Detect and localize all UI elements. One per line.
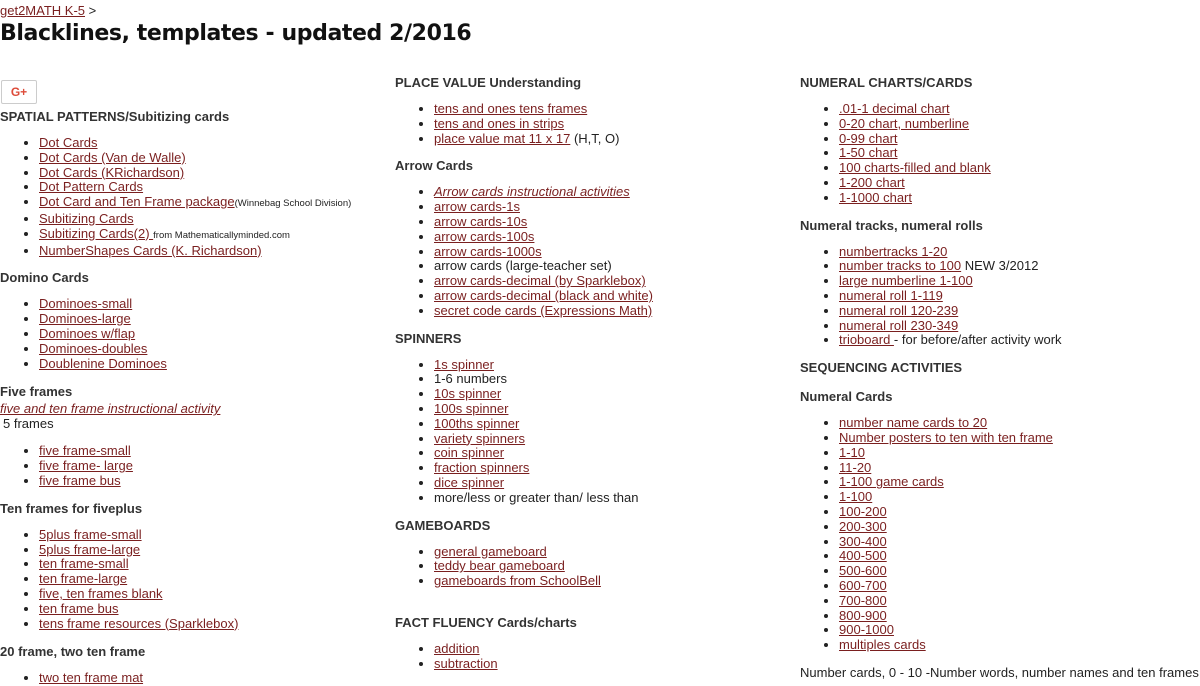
- link-addition[interactable]: addition: [434, 640, 480, 656]
- list-item: [434, 642, 795, 657]
- list-item: [39, 195, 390, 212]
- section-heading-spatial: SPATIAL PATTERNS/Subitizing cards: [0, 109, 230, 124]
- link-5plus-frame-small[interactable]: 5plus frame-small: [39, 526, 142, 542]
- list-item: [839, 579, 1200, 594]
- five-ten-activity-row: [0, 401, 390, 416]
- section-heading-numeral-tracks: Numeral tracks, numeral rolls: [800, 217, 983, 233]
- list-item: [434, 461, 795, 476]
- list-place-value: [395, 102, 795, 146]
- link-dot-cards[interactable]: Dot Cards: [39, 135, 98, 150]
- list-item: [39, 602, 390, 617]
- link-10s-spinner[interactable]: 10s spinner: [434, 386, 502, 402]
- list-item: [39, 136, 390, 151]
- list-item: [39, 528, 390, 543]
- list-item: [434, 545, 795, 560]
- list-item: [39, 617, 390, 632]
- link-numeral-roll-120-239[interactable]: numeral roll 120-239: [839, 302, 959, 318]
- text-1-6-numbers: 1-6 numbers: [434, 371, 507, 387]
- link-500-600[interactable]: 500-600: [839, 563, 887, 579]
- list-item: [434, 446, 795, 461]
- link-arrow-cards-1000s[interactable]: arrow cards-1000s: [434, 243, 542, 259]
- list-item: [39, 543, 390, 558]
- link-multiples-cards[interactable]: multiples cards: [839, 637, 926, 653]
- list-item: [839, 446, 1200, 461]
- link-subitizing-cards[interactable]: Subitizing Cards: [39, 210, 134, 226]
- link-1-10[interactable]: 1-10: [839, 444, 866, 460]
- list-item: [839, 161, 1200, 176]
- list-item: [434, 358, 795, 373]
- section-heading-20-frame: 20 frame, two ten frame: [0, 644, 146, 660]
- list-item: [839, 520, 1200, 535]
- list-item: [39, 671, 390, 686]
- link-general-gameboard[interactable]: general gameboard: [434, 543, 547, 559]
- list-item: [839, 245, 1200, 260]
- list-20-frame: [0, 671, 390, 686]
- link-number-name-cards[interactable]: number name cards to 20: [839, 415, 988, 431]
- list-item: [839, 609, 1200, 624]
- list-item: [39, 166, 390, 181]
- list-item: [839, 259, 1200, 274]
- list-item: [839, 431, 1200, 446]
- list-item: [39, 557, 390, 572]
- link-numeral-roll-230-349[interactable]: numeral roll 230-349: [839, 317, 959, 333]
- column-3: [800, 74, 1200, 680]
- link-ten-frame-large[interactable]: ten frame-large: [39, 571, 128, 587]
- link-dot-cards-van-de-walle[interactable]: Dot Cards (Van de Walle): [39, 149, 186, 165]
- page-title: Blacklines, templates - updated 2/2016: [0, 21, 472, 46]
- link-place-value-mat[interactable]: place value mat 11 x 17: [434, 130, 571, 146]
- link-five-ten-frames-blank[interactable]: five, ten frames blank: [39, 585, 163, 601]
- breadcrumb-link-get2math[interactable]: get2MATH K-5: [0, 3, 86, 18]
- list-item: [434, 304, 795, 319]
- list-item: [434, 432, 795, 447]
- link-1-100[interactable]: 1-100: [839, 489, 873, 505]
- link-dominoes-doubles[interactable]: Dominoes-doubles: [39, 340, 148, 356]
- list-item: [839, 319, 1200, 334]
- list-item: [434, 372, 795, 387]
- link-1-1000-chart[interactable]: 1-1000 chart: [839, 189, 912, 205]
- link-dominoes-small[interactable]: Dominoes-small: [39, 296, 133, 312]
- link-variety-spinners[interactable]: variety spinners: [434, 430, 526, 446]
- list-item: [434, 102, 795, 117]
- trioboard-note: - for before/after activity work: [893, 332, 1062, 348]
- list-item: [39, 587, 390, 602]
- section-heading-place-value: PLACE VALUE Understanding: [395, 75, 582, 90]
- place-value-htO-note: (H,T, O): [570, 130, 620, 146]
- list-item: [434, 117, 795, 132]
- section-heading-arrow-cards: Arrow Cards: [395, 158, 474, 174]
- list-item: [839, 535, 1200, 550]
- note-winnebag: (Winnebag School Division): [234, 198, 352, 210]
- link-1s-spinner[interactable]: 1s spinner: [434, 356, 494, 372]
- list-fact-fluency: [395, 642, 795, 672]
- link-dot-card-ten-frame-package[interactable]: Dot Card and Ten Frame package: [39, 194, 235, 210]
- list-item: [434, 574, 795, 589]
- link-dice-spinner[interactable]: dice spinner: [434, 474, 505, 490]
- list-item: [39, 312, 390, 327]
- list-item: [839, 289, 1200, 304]
- list-item: [434, 245, 795, 260]
- link-arrow-cards-activities[interactable]: Arrow cards instructional activities: [434, 184, 630, 200]
- new-note: NEW 3/2012: [961, 258, 1039, 274]
- list-item: [839, 176, 1200, 191]
- list-item: [839, 490, 1200, 505]
- section-heading-domino: Domino Cards: [0, 270, 89, 286]
- list-ten-frames: [0, 528, 390, 632]
- list-numeral-cards: [800, 416, 1200, 653]
- link-five-ten-frame-activity[interactable]: five and ten frame instructional activity: [0, 401, 221, 417]
- list-item: [434, 132, 795, 147]
- link-300-400[interactable]: 300-400: [839, 533, 887, 549]
- link-tens-ones-tens-frames[interactable]: tens and ones tens frames: [434, 101, 588, 116]
- column-1: [0, 108, 390, 686]
- link-five-frame-bus[interactable]: five frame bus: [39, 472, 121, 488]
- link-dot-pattern-cards[interactable]: Dot Pattern Cards: [39, 179, 144, 195]
- text-more-less: more/less or greater than/ less than: [434, 489, 639, 505]
- link-arrow-cards-decimal-sparklebox[interactable]: arrow cards-decimal (by Sparklebox): [434, 273, 646, 289]
- list-item: [839, 623, 1200, 638]
- link-0-20-chart[interactable]: 0-20 chart, numberline: [839, 115, 970, 131]
- list-item: [434, 259, 795, 274]
- list-item: [39, 212, 390, 227]
- link-ten-frame-bus[interactable]: ten frame bus: [39, 600, 119, 616]
- list-item: [434, 417, 795, 432]
- five-frames-subheading: 5 frames: [3, 416, 54, 432]
- list-five-frames: [0, 444, 390, 488]
- link-two-ten-frame-mat[interactable]: two ten frame mat: [39, 670, 144, 686]
- link-100-200[interactable]: 100-200: [839, 503, 887, 519]
- link-5plus-frame-large[interactable]: 5plus frame-large: [39, 541, 141, 557]
- link-number-tracks-100[interactable]: number tracks to 100: [839, 258, 962, 274]
- list-item: [839, 146, 1200, 161]
- link-subitizing-cards-2[interactable]: Subitizing Cards(2): [39, 225, 154, 241]
- list-item: [839, 333, 1200, 348]
- list-item: [839, 132, 1200, 147]
- link-200-300[interactable]: 200-300: [839, 518, 887, 534]
- link-1-200-chart[interactable]: 1-200 chart: [839, 174, 905, 190]
- breadcrumb-separator: >: [88, 3, 97, 18]
- link-400-500[interactable]: 400-500: [839, 548, 887, 564]
- link-ten-frame-small[interactable]: ten frame-small: [39, 556, 129, 572]
- link-100ths-spinner[interactable]: 100ths spinner: [434, 415, 520, 431]
- list-numeral-tracks: [800, 245, 1200, 349]
- list-item: [434, 387, 795, 402]
- list-item: [39, 244, 390, 259]
- list-item: [39, 474, 390, 489]
- list-item: [434, 230, 795, 245]
- link-secret-code-cards[interactable]: secret code cards (Expressions Math): [434, 302, 653, 318]
- list-item: [39, 342, 390, 357]
- link-100s-spinner[interactable]: 100s spinner: [434, 400, 509, 416]
- link-numeral-roll-1-119[interactable]: numeral roll 1-119: [839, 287, 943, 303]
- list-item: [839, 638, 1200, 653]
- list-item: [39, 327, 390, 342]
- link-five-frame-small[interactable]: five frame-small: [39, 443, 131, 459]
- list-item: [839, 594, 1200, 609]
- link-fraction-spinners[interactable]: fraction spinners: [434, 460, 530, 476]
- column-2: [395, 74, 795, 672]
- list-item: [434, 657, 795, 672]
- link-1-50-chart[interactable]: 1-50 chart: [839, 145, 898, 161]
- section-heading-spinners: SPINNERS: [395, 330, 462, 346]
- link-100-charts[interactable]: 100 charts-filled and blank: [839, 160, 991, 176]
- list-item: [839, 102, 1200, 117]
- link-doublenine-dominoes[interactable]: Doublenine Dominoes: [39, 355, 167, 371]
- list-item: [39, 227, 390, 244]
- link-coin-spinner[interactable]: coin spinner: [434, 445, 505, 461]
- link-800-900[interactable]: 800-900: [839, 607, 887, 623]
- section-heading-fact-fluency: FACT FLUENCY Cards/charts: [395, 614, 577, 630]
- link-number-posters[interactable]: Number posters to ten with ten frame: [839, 429, 1053, 445]
- list-item: [839, 416, 1200, 431]
- number-cards-note: Number cards, 0 - 10 -Number words, number names and ten frames: [800, 664, 1199, 680]
- list-item: [434, 215, 795, 230]
- section-heading-gameboards: GAMEBOARDS: [395, 517, 491, 533]
- list-spatial: [0, 136, 390, 258]
- link-trioboard[interactable]: trioboard: [839, 332, 894, 348]
- list-item: [839, 549, 1200, 564]
- list-domino: [0, 297, 390, 371]
- link-five-frame-large[interactable]: five frame- large: [39, 458, 133, 474]
- list-item: [434, 200, 795, 215]
- list-arrow-cards: [395, 185, 795, 318]
- link-gameboards-schoolbell[interactable]: gameboards from SchoolBell: [434, 573, 601, 589]
- link-dominoes-large[interactable]: Dominoes-large: [39, 311, 131, 327]
- list-item: [434, 476, 795, 491]
- list-item: [839, 564, 1200, 579]
- list-item: [839, 274, 1200, 289]
- list-item: [434, 289, 795, 304]
- link-numbertracks-1-20[interactable]: numbertracks 1-20: [839, 243, 948, 259]
- list-item: [839, 475, 1200, 490]
- list-item: [39, 180, 390, 195]
- list-item: [839, 117, 1200, 132]
- link-arrow-cards-10s[interactable]: arrow cards-10s: [434, 213, 528, 229]
- link-arrow-cards-decimal-bw[interactable]: arrow cards-decimal (black and white): [434, 287, 653, 303]
- link-decimal-chart[interactable]: .01-1 decimal chart: [839, 101, 950, 116]
- link-tens-frame-resources[interactable]: tens frame resources (Sparklebox): [39, 615, 239, 631]
- section-heading-numeral-cards: Numeral Cards: [800, 389, 893, 405]
- link-subtraction[interactable]: subtraction: [434, 655, 498, 671]
- list-numeral-charts: [800, 102, 1200, 206]
- link-arrow-cards-100s[interactable]: arrow cards-100s: [434, 228, 535, 244]
- link-large-numberline[interactable]: large numberline 1-100: [839, 273, 973, 289]
- text-arrow-cards-large: arrow cards (large-teacher set): [434, 258, 612, 274]
- list-item: [434, 559, 795, 574]
- link-0-99-chart[interactable]: 0-99 chart: [839, 130, 898, 146]
- list-item: [39, 151, 390, 166]
- section-heading-numeral-charts: NUMERAL CHARTS/CARDS: [800, 75, 973, 90]
- link-teddy-bear-gameboard[interactable]: teddy bear gameboard: [434, 558, 565, 574]
- list-item: [434, 274, 795, 289]
- link-tens-ones-strips[interactable]: tens and ones in strips: [434, 115, 565, 131]
- link-600-700[interactable]: 600-700: [839, 577, 887, 593]
- list-item: [434, 402, 795, 417]
- link-dot-cards-krichardson[interactable]: Dot Cards (KRichardson): [39, 164, 185, 180]
- link-900-1000[interactable]: 900-1000: [839, 622, 894, 638]
- list-item: [839, 304, 1200, 319]
- list-spinners: [395, 358, 795, 506]
- breadcrumb: [0, 3, 96, 18]
- note-mathematically-minded: from Mathematicallyminded.com: [153, 229, 290, 241]
- link-11-20[interactable]: 11-20: [839, 459, 872, 475]
- list-item: [434, 491, 795, 506]
- list-item: [839, 191, 1200, 206]
- list-item: [839, 505, 1200, 520]
- list-item: [39, 572, 390, 587]
- link-1-100-game-cards[interactable]: 1-100 game cards: [839, 474, 944, 490]
- section-heading-sequencing: SEQUENCING ACTIVITIES: [800, 360, 963, 376]
- list-item: [39, 357, 390, 372]
- list-item: [39, 459, 390, 474]
- link-700-800[interactable]: 700-800: [839, 592, 887, 608]
- link-numbershapes-cards[interactable]: NumberShapes Cards (K. Richardson): [39, 242, 262, 258]
- list-item: [39, 444, 390, 459]
- section-heading-ten-frames: Ten frames for fiveplus: [0, 500, 143, 516]
- google-plus-button[interactable]: G+: [1, 80, 37, 104]
- link-dominoes-flap[interactable]: Dominoes w/flap: [39, 325, 136, 341]
- list-item: [839, 461, 1200, 476]
- link-arrow-cards-1s[interactable]: arrow cards-1s: [434, 199, 520, 215]
- list-gameboards: [395, 545, 795, 589]
- list-item: [39, 297, 390, 312]
- section-heading-five-frames: Five frames: [0, 384, 73, 400]
- list-item: [434, 185, 795, 200]
